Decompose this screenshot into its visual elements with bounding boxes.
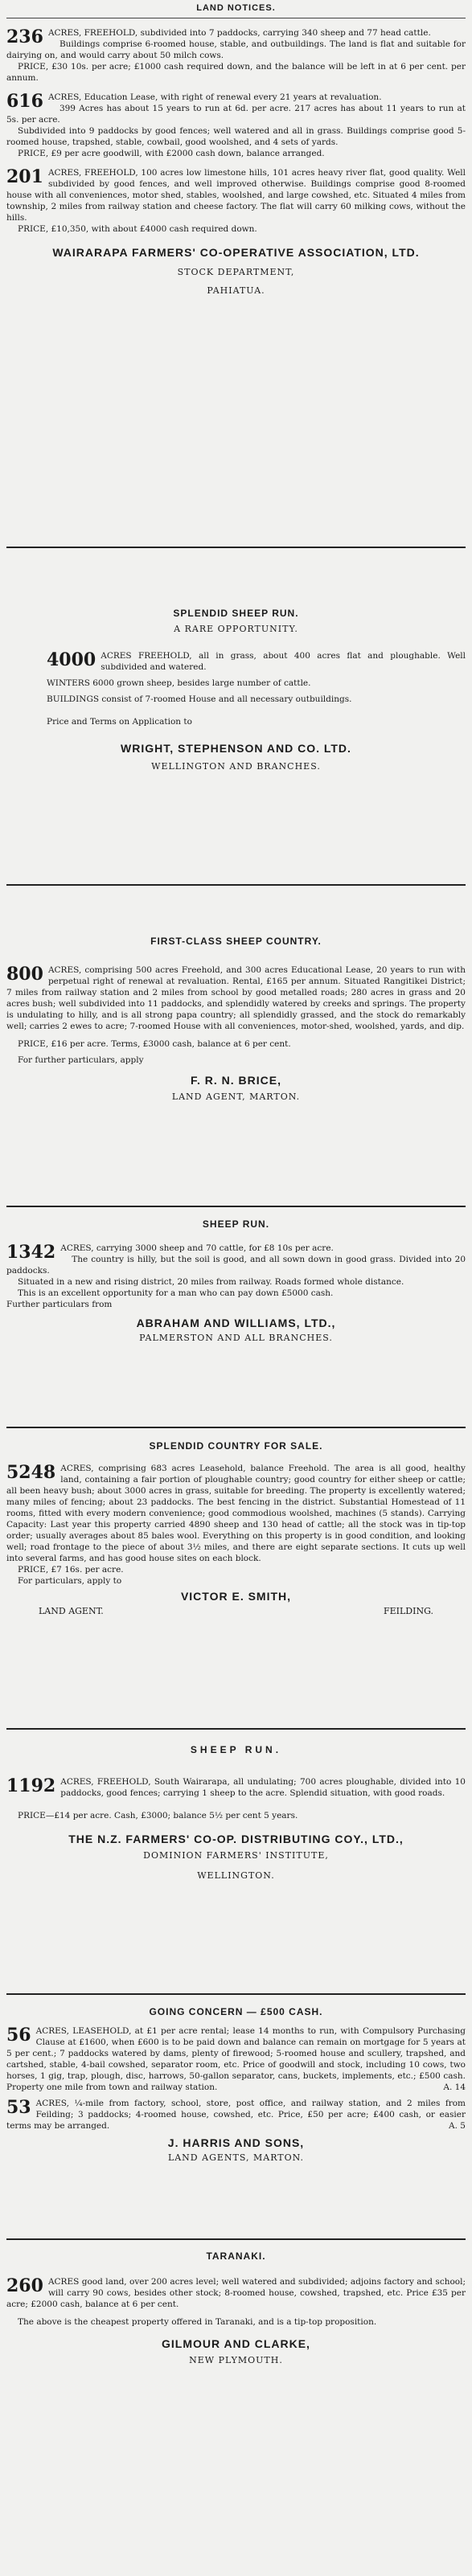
ad-text: ACRES, FREEHOLD, subdivided into 7 paddocks, carrying 340 sheep and 77 head cattle. bbox=[47, 28, 431, 38]
ad-title: SHEEP RUN. bbox=[202, 1218, 270, 1230]
ad-text: Further particulars from bbox=[6, 1300, 113, 1309]
ad-splendid-country bbox=[6, 1440, 466, 1616]
ad-text: The country is hilly, but the soil is good, and all sown down in good grass. Divided into 20 paddocks. bbox=[6, 1255, 466, 1276]
firm-name: GILMOUR AND CLARKE, bbox=[162, 2337, 310, 2350]
ad-text: ACRES, comprising 500 acres Freehold, and 300 acres Educational Lease, 20 years to run with perpetual right of renewal at revaluation. Rental, £165 per annum. Situated Rangitikei District; 7 miles from railway station and 2 miles from school by good metalled roads; 280 acres in grass and 20 acres bush; well subdivided into 11 paddocks, and splendidly watered by creeks and springs. The property is undulating to hilly, and is all strong papa country; all splendidly grassed, and the stock do remarkably well; carries 2 ewes to acre; 7-roomed House with all conveniences, motor-shed, woolshed, yards, and dip. bbox=[6, 965, 466, 1031]
ad-text: Subdivided into 9 paddocks by good fences; well watered and all in grass. Buildings comprise good 5-roomed house, trapshed, stable, cowbail, good woolshed, and 4 sets of yards. bbox=[6, 126, 466, 147]
acreage-number: 201 bbox=[6, 166, 43, 187]
ad-text: ACRES, carrying 3000 sheep and 70 cattle, for £8 10s per acre. bbox=[60, 1243, 334, 1253]
ad-title: GOING CONCERN — £500 CASH. bbox=[149, 2006, 323, 2017]
acreage-number: 5248 bbox=[6, 1462, 56, 1483]
land-notices-header bbox=[6, 3, 466, 13]
ad-text: The above is the cheapest property offered in Taranaki, and is a tip-top proposition. bbox=[18, 2317, 377, 2327]
firm-name: WAIRARAPA FARMERS' CO-OPERATIVE ASSOCIATION, LTD. bbox=[52, 246, 420, 259]
ad-first-class-sheep bbox=[6, 936, 466, 1102]
firm-address: LAND AGENT, MARTON. bbox=[171, 1091, 301, 1102]
acreage-number: 53 bbox=[6, 2097, 31, 2118]
ad-text: Situated in a new and rising district, 20 miles from railway. Roads formed whole distance. bbox=[18, 1277, 404, 1287]
ad-text: ACRES, FREEHOLD, 100 acres low limestone hills, 101 acres heavy river flat, good quality. Well subdivided by good fences, and well improved otherwise. Buildings comprise good 8-roomed house with all conveniences, motor shed, stables, woolshed, and large cowshed, etc. Situated 4 miles from township, 2 miles from railway station and cheese factory. The flat will carry 60 milking cows, without the hills. bbox=[6, 168, 466, 223]
ad-text: BUILDINGS consist of 7-roomed House and all necessary outbuildings. bbox=[47, 694, 352, 704]
ad-text: ACRES, LEASEHOLD, at £1 per acre rental; lease 14 months to run, with Compulsory Purchasing Clause at £1600, when £600 is to be paid down and balance can remain on mortgage for 5 years at 5 per cent.; 7 paddocks watered by dams, plenty of firewood; 5-roomed house and scullery, trapshed, and cartshed, stable, 4-bail cowshed, separator room, etc. Price of goodwill and stock, including 10 cows, two horses, 1 gig, trap, plough, disc, harrows, 50-gallon separator, cans, buckets, implements, etc.; £500 cash. Property one mile from town and railway station. bbox=[6, 2026, 466, 2092]
ad-sheep-run-1342 bbox=[6, 1218, 466, 1343]
ad-text: PRICE, £10,350, with about £4000 cash required down. bbox=[18, 224, 257, 234]
acreage-number: 616 bbox=[6, 91, 43, 112]
acreage-number: 4000 bbox=[47, 649, 96, 670]
firm-address: PALMERSTON AND ALL BRANCHES. bbox=[139, 1333, 333, 1343]
ad-going-concern bbox=[6, 2006, 466, 2163]
acreage-number: 1342 bbox=[6, 1242, 56, 1263]
ad-text: PRICE, £30 10s. per acre; £1000 cash required down, and the balance will be left in at 6 per cent. per annum. bbox=[6, 62, 466, 83]
department: STOCK DEPARTMENT, bbox=[177, 267, 295, 277]
ad-text: PRICE, £7 16s. per acre. bbox=[18, 1565, 124, 1575]
ad-text: For particulars, apply to bbox=[18, 1576, 122, 1586]
divider bbox=[6, 1206, 466, 1207]
ad-text: PRICE, £9 per acre goodwill, with £2000 cash down, balance arranged. bbox=[18, 149, 325, 158]
ad-text: Price and Terms on Application to bbox=[47, 717, 192, 727]
ad-title: FIRST-CLASS SHEEP COUNTRY. bbox=[150, 936, 322, 947]
town: FEILDING. bbox=[384, 1606, 433, 1616]
ad-title: SHEEP RUN. bbox=[190, 1744, 282, 1755]
divider bbox=[6, 1728, 466, 1730]
ad-text: ACRES, ¼-mile from factory, school, store, post office, and railway station, and 2 miles from Feilding; 3 paddocks; 4-roomed house, cowshed, etc. Price, £50 per acre; £400 cash, or easier terms may be arranged. bbox=[6, 2099, 466, 2131]
firm-name: WRIGHT, STEPHENSON AND CO. LTD. bbox=[121, 742, 351, 755]
firm-subname: DOMINION FARMERS' INSTITUTE, bbox=[143, 1850, 329, 1861]
firm-name: VICTOR E. SMITH, bbox=[180, 1590, 292, 1603]
town: WELLINGTON. bbox=[197, 1870, 275, 1881]
acreage-number: 236 bbox=[6, 27, 43, 47]
ad-text: ACRES, comprising 683 acres Leasehold, balance Freehold. The area is all good, healthy land, containing a fair portion of ploughable country; good country for either sheep or cattle; all been heavy bush; about 3000 acres in grass, suitable for breeding. The property is excellently watered; many miles of fencing; about 23 paddocks. The best fencing in the district. Substantial Homestead of 11 rooms, fitted with every modern convenience; good commodious woolshed, machines (5 stands). Carrying Capacity: Last year this property carried 4890 sheep and 130 head of cattle; all the stock was in tip-top order; usually averages about 85 bales wool. Everything on this property is in good condition, and looking well; road frontage to the piece of about 3½ miles, and there are eight separate sections. It cuts up well into several farms, and has good house sites on each block. bbox=[6, 1464, 466, 1563]
ad-text: Buildings comprise 6-roomed house, stable, and outbuildings. The land is flat and suitable for dairying on, and would carry about 50 milch cows. bbox=[6, 39, 466, 60]
acreage-number: 1192 bbox=[6, 1775, 56, 1796]
acreage-number: 56 bbox=[6, 2025, 31, 2046]
divider bbox=[6, 2238, 466, 2240]
acreage-number: 800 bbox=[6, 964, 43, 985]
ad-title: TARANAKI. bbox=[206, 2250, 266, 2262]
ad-code: A. 5 bbox=[449, 2121, 466, 2131]
town: PAHIATUA. bbox=[207, 285, 265, 296]
divider bbox=[6, 1427, 466, 1428]
ad-title: SPLENDID COUNTRY FOR SALE. bbox=[149, 1440, 323, 1452]
acreage-number: 260 bbox=[6, 2275, 43, 2296]
firm-name: ABRAHAM AND WILLIAMS, LTD., bbox=[136, 1317, 336, 1329]
page-heading: LAND NOTICES. bbox=[196, 3, 276, 13]
ad-sheep-run-1192 bbox=[6, 1744, 466, 1881]
firm-name: F. R. N. BRICE, bbox=[190, 1074, 281, 1087]
firm-name: J. HARRIS AND SONS, bbox=[167, 2136, 305, 2149]
ad-code: A. 14 bbox=[443, 2083, 466, 2092]
ad-text: ACRES, FREEHOLD, South Wairarapa, all undulating; 700 acres ploughable, divided into 10 paddocks, good fences; carrying 1 sheep to the acre. Splendid situation, with good roads. bbox=[60, 1777, 466, 1798]
ad-text: ACRES FREEHOLD, all in grass, about 400 acres flat and ploughable. Well subdivided and watered. bbox=[101, 651, 466, 672]
divider bbox=[6, 884, 466, 886]
ad-splendid-sheep-run bbox=[6, 608, 466, 772]
agent-label: LAND AGENT. bbox=[39, 1606, 104, 1616]
firm-address: WELLINGTON AND BRANCHES. bbox=[151, 761, 321, 772]
ad-title: SPLENDID SHEEP RUN. bbox=[173, 608, 299, 619]
ad-text: WINTERS 6000 grown sheep, besides large number of cattle. bbox=[47, 678, 311, 688]
ad-taranaki bbox=[6, 2250, 466, 2365]
ad-text: PRICE, £16 per acre. Terms, £3000 cash, balance at 6 per cent. bbox=[18, 1039, 291, 1049]
ad-text: For further particulars, apply bbox=[18, 1055, 144, 1065]
ad-text: This is an excellent opportunity for a man who can pay down £5000 cash. bbox=[18, 1288, 334, 1298]
ad-text: 399 Acres has about 15 years to run at 6d. per acre. 217 acres has about 11 years to run at 5s. per acre. bbox=[6, 104, 466, 125]
divider bbox=[6, 1993, 466, 1995]
ad-text: PRICE—£14 per acre. Cash, £3000; balance 5½ per cent 5 years. bbox=[18, 1811, 298, 1820]
ad-wairarapa bbox=[6, 27, 466, 296]
divider bbox=[6, 547, 466, 548]
firm-name: THE N.Z. FARMERS' CO-OP. DISTRIBUTING COY., LTD., bbox=[68, 1833, 404, 1845]
ad-text: ACRES good land, over 200 acres level; well watered and subdivided; adjoins factory and school; will carry 90 cows, besides other stock; 8-roomed house, cowshed, trapshed, etc. Price £35 per acre; £2000 cash, balance at 6 per cent. bbox=[6, 2277, 466, 2309]
ad-text: ACRES, Education Lease, with right of renewal every 21 years at revaluation. bbox=[47, 92, 382, 102]
town: NEW PLYMOUTH. bbox=[189, 2355, 283, 2365]
firm-address: LAND AGENTS, MARTON. bbox=[167, 2152, 305, 2163]
ad-subtitle: A RARE OPPORTUNITY. bbox=[174, 624, 298, 634]
